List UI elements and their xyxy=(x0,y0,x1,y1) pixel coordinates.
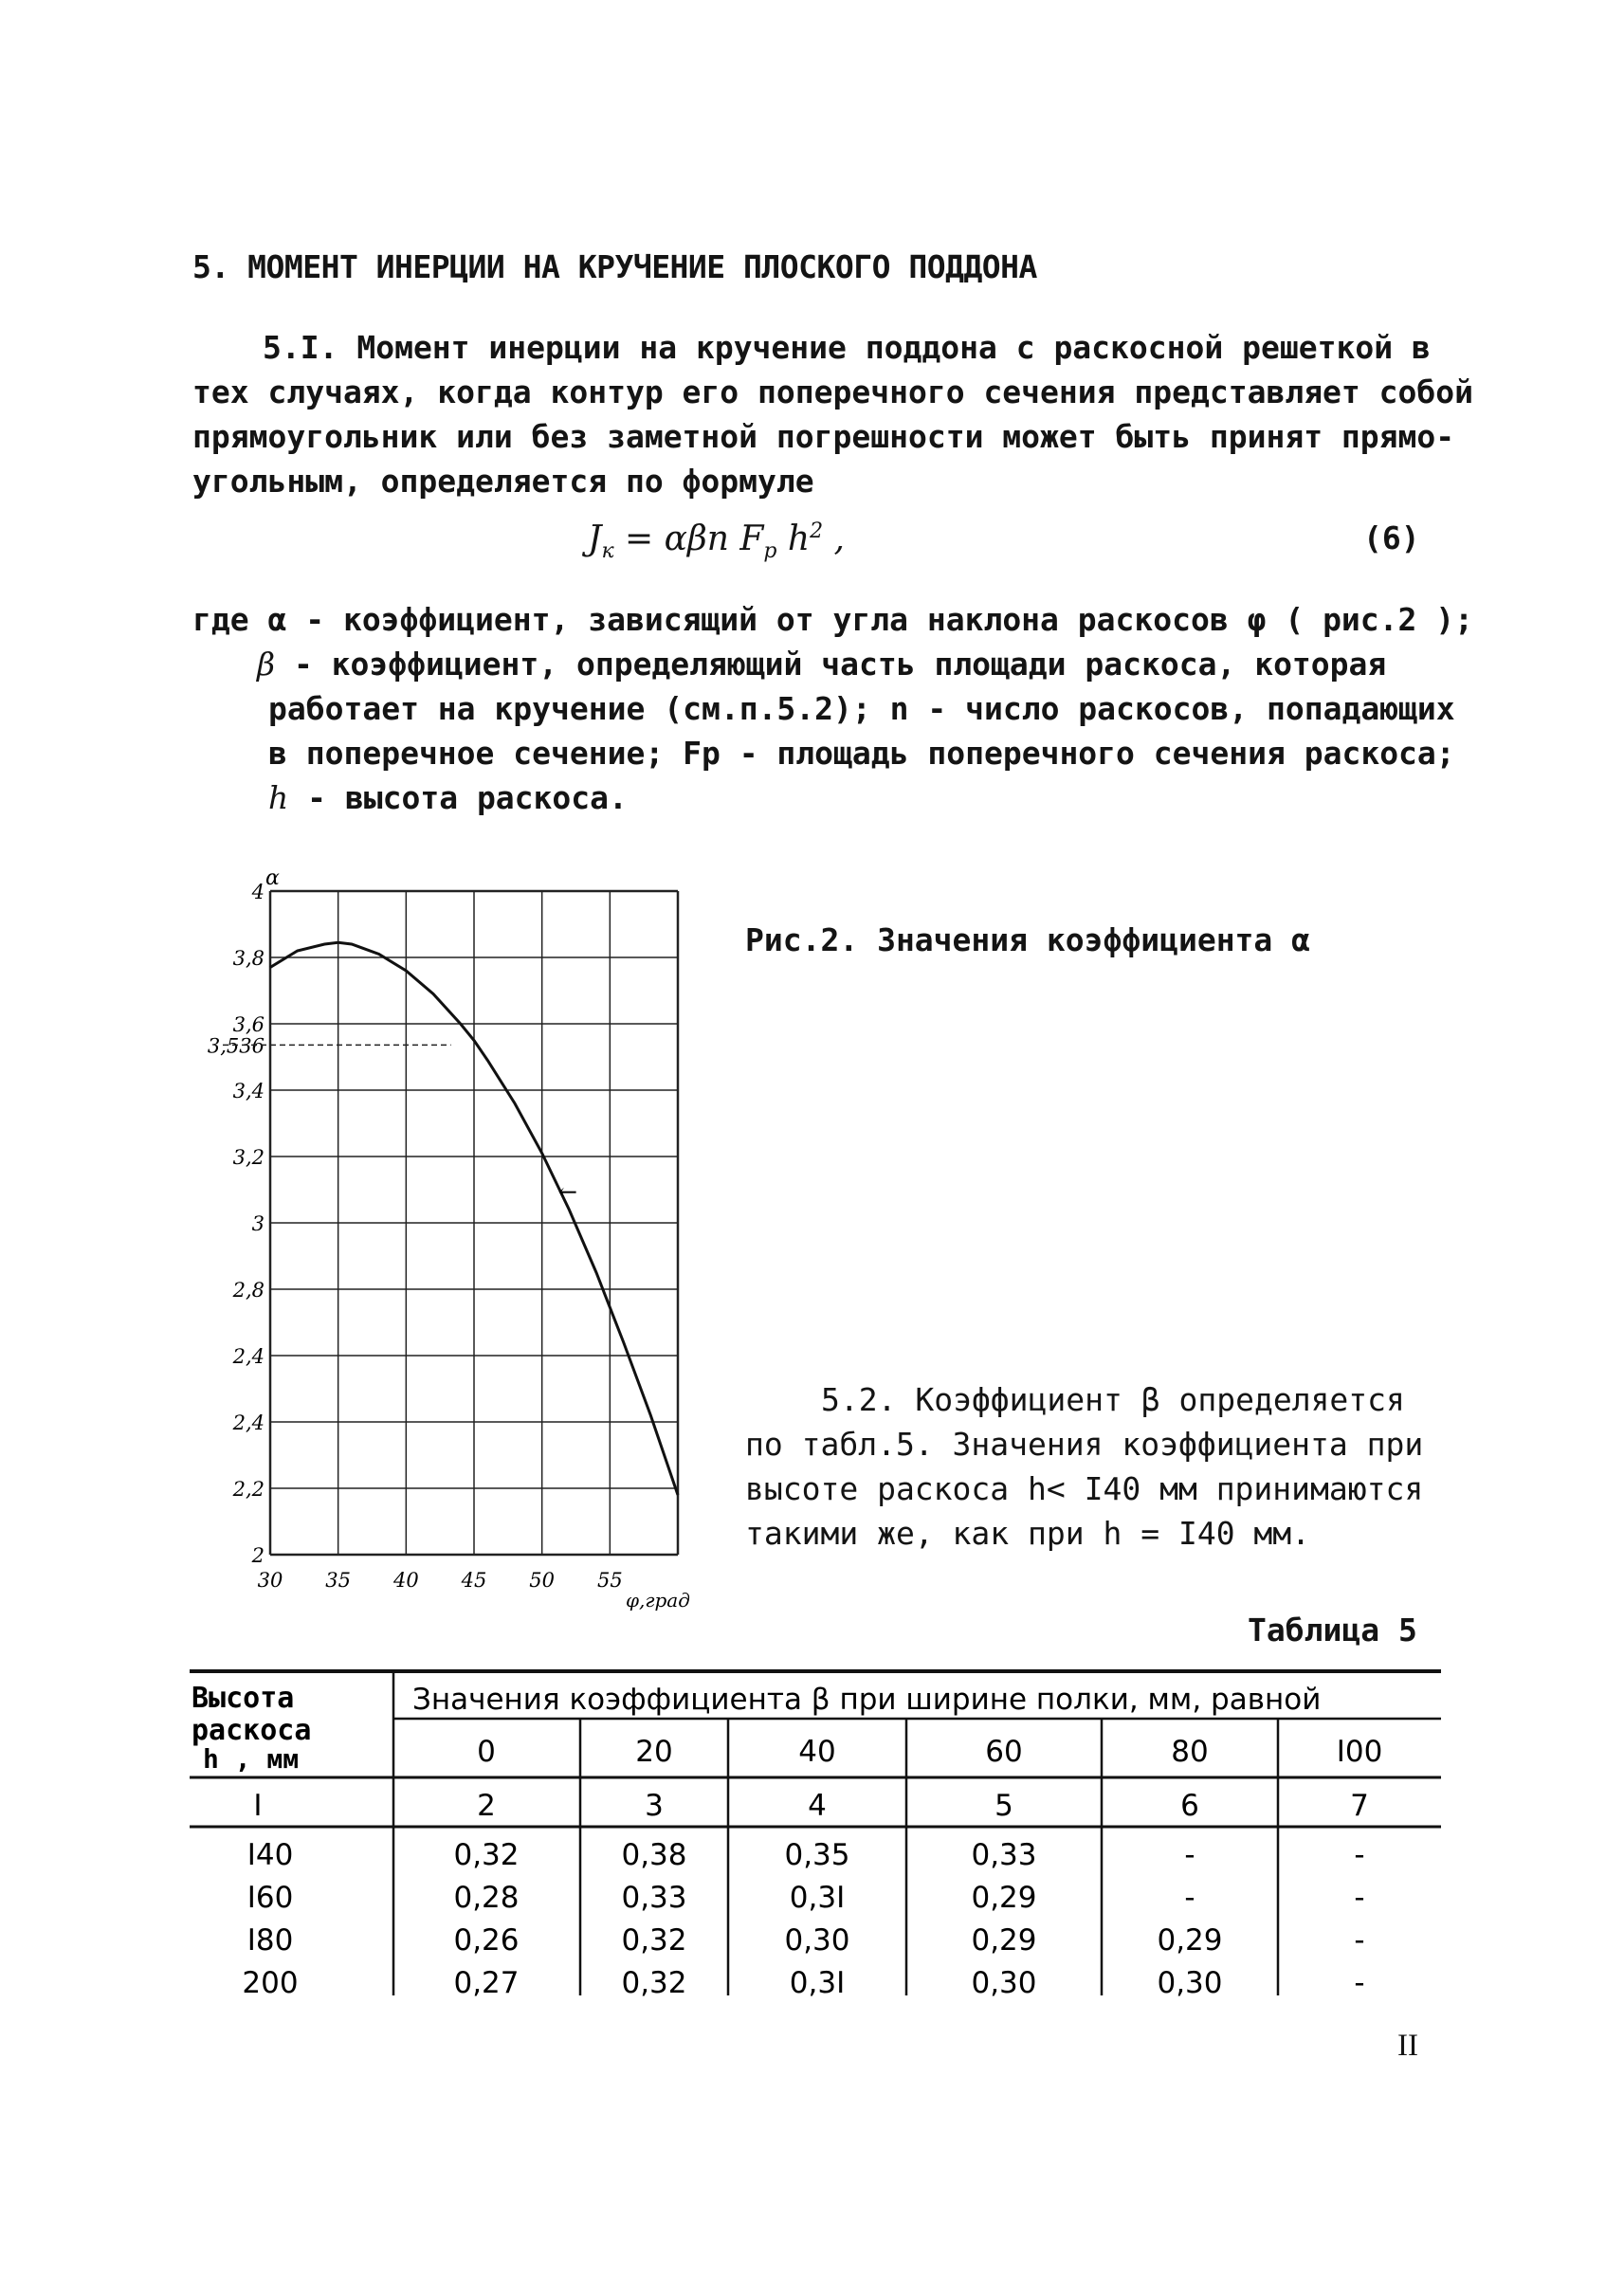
chart-y-tick-label: 3,536 xyxy=(207,1034,265,1058)
table-5 xyxy=(190,1664,1460,2014)
section-heading: 5. МОМЕНТ ИНЕРЦИИ НА КРУЧЕНИЕ ПЛОСКОГО ПОДДОНА xyxy=(192,248,1037,285)
table-col-header: 40 xyxy=(798,1735,836,1769)
paragraph-line: прямоугольник или без заметной погрешности может быть принят прямо- xyxy=(192,418,1455,455)
chart-y-tick-label: 2,4 xyxy=(232,1345,265,1368)
formula-sup: 2 xyxy=(810,519,824,543)
table-cell: 0,30 xyxy=(1157,1966,1223,2000)
chart-x-tick-label: 50 xyxy=(529,1569,556,1592)
where-symbol: β xyxy=(257,646,276,683)
table-row xyxy=(247,1923,1365,1958)
paragraph-line: угольным, определяется по формуле xyxy=(192,463,814,500)
table-cell: - xyxy=(1354,1923,1365,1958)
chart-grid xyxy=(270,891,678,1555)
where-text: - коэффициент, определяющий часть площади раскоса, которая xyxy=(275,646,1387,683)
where-block xyxy=(192,597,1473,820)
table-cell: 0,26 xyxy=(453,1923,520,1958)
table-col-header: 80 xyxy=(1171,1735,1209,1769)
where-text: - коэффициент, зависящий от угла наклона раскосов φ ( рис.2 ); xyxy=(286,601,1474,638)
figure-caption: Рис.2. Значения коэффициента α xyxy=(745,921,1311,958)
table-col-number: 4 xyxy=(808,1789,827,1823)
chart-y-axis-label: α xyxy=(265,867,280,890)
chart-x-tick-labels xyxy=(258,1569,623,1592)
chart-y-tick-label: 2,2 xyxy=(232,1478,265,1501)
table-col-number: 7 xyxy=(1350,1789,1369,1823)
table-group-header: Значения коэффициента β при ширине полки, мм, равной xyxy=(412,1683,1322,1717)
table-row xyxy=(247,1881,1365,1915)
table-cell: 0,33 xyxy=(621,1881,687,1915)
paragraph-line: 5.2. Коэффициент β определяется xyxy=(821,1381,1405,1418)
where-text: в поперечное сечение; Fp - площадь поперечного сечения раскоса; xyxy=(268,735,1455,772)
table-cell: 0,3I xyxy=(789,1881,846,1915)
table-col-number: I xyxy=(253,1789,263,1823)
table-cell-height: 200 xyxy=(242,1966,299,2000)
table-col-number: 6 xyxy=(1180,1789,1199,1823)
formula-lhs: J xyxy=(588,519,602,558)
table-row xyxy=(242,1966,1364,2000)
table-cell: 0,29 xyxy=(971,1923,1037,1958)
formula-lhs-sub: к xyxy=(601,539,614,564)
table-col-header: I00 xyxy=(1336,1735,1383,1769)
formula-rhs: = αβn F xyxy=(625,519,764,558)
paragraph-5-1 xyxy=(192,325,1473,503)
chart-y-tick-labels xyxy=(208,881,265,1567)
table-col-number: 3 xyxy=(645,1789,664,1823)
chart-x-tick-label: 35 xyxy=(325,1569,352,1592)
where-symbol: где α xyxy=(192,601,287,638)
table-cell: 0,3I xyxy=(789,1966,846,2000)
table-cell: 0,27 xyxy=(453,1966,520,2000)
paragraph-line: высоте раскоса h< I40 мм принимаются xyxy=(745,1470,1424,1507)
where-line xyxy=(192,597,1473,642)
where-line xyxy=(192,642,1473,686)
table-cell: - xyxy=(1184,1838,1195,1872)
table-cell: - xyxy=(1354,1881,1365,1915)
formula-h: h xyxy=(776,519,811,558)
chart-y-tick-label: 3 xyxy=(251,1212,265,1235)
chart-y-tick-label: 3,8 xyxy=(232,947,265,970)
where-text: работает на кручение (см.п.5.2); n - число раскосов, попадающих xyxy=(268,690,1455,727)
table-body xyxy=(242,1838,1364,2000)
chart-x-tick-label: 30 xyxy=(257,1569,283,1592)
formula-tail: , xyxy=(823,519,845,558)
table-cell: 0,32 xyxy=(621,1923,687,1958)
paragraph-line: по табл.5. Значения коэффициента при xyxy=(745,1426,1424,1463)
table-cell: 0,35 xyxy=(784,1838,850,1872)
table-col-header: 0 xyxy=(477,1735,496,1769)
where-line xyxy=(192,775,1473,820)
formula-6 xyxy=(588,519,845,563)
table-cell: - xyxy=(1354,1838,1365,1872)
table-cell: 0,29 xyxy=(971,1881,1037,1915)
paragraph-line: 5.I. Момент инерции на кручение поддона с раскосной решеткой в xyxy=(263,329,1431,366)
table-col-header: 60 xyxy=(985,1735,1023,1769)
table-cell: 0,38 xyxy=(621,1838,687,1872)
where-text: - высота раскоса. xyxy=(288,779,628,816)
chart-y-tick-label: 3,2 xyxy=(232,1146,265,1169)
chart-x-tick-label: 45 xyxy=(461,1569,487,1592)
chart-x-tick-label: 40 xyxy=(392,1569,419,1592)
table-row-header: h , мм xyxy=(203,1743,300,1775)
table-cell: 0,32 xyxy=(453,1838,520,1872)
table-cell: 0,28 xyxy=(453,1881,520,1915)
table-col-number: 5 xyxy=(994,1789,1013,1823)
formula-rhs-sub: p xyxy=(763,539,777,564)
chart-y-tick-label: 2 xyxy=(251,1544,265,1567)
table-cell: 0,30 xyxy=(784,1923,850,1958)
chart-y-tick-label: 4 xyxy=(251,881,265,903)
alpha-chart xyxy=(199,867,711,1626)
page-number: II xyxy=(1397,2029,1418,2063)
chart-annotation-arrow: ← xyxy=(557,1178,577,1206)
paragraph-5-2 xyxy=(745,1377,1423,1556)
where-symbol: h xyxy=(268,779,289,816)
table-cell: 0,30 xyxy=(971,1966,1037,2000)
table-title: Таблица 5 xyxy=(1248,1612,1417,1648)
table-cell: - xyxy=(1354,1966,1365,2000)
chart-y-tick-label: 2,8 xyxy=(232,1279,265,1302)
table-cell-height: I80 xyxy=(246,1923,294,1958)
table-cell: 0,29 xyxy=(1157,1923,1223,1958)
formula-number: (6) xyxy=(1363,519,1420,556)
chart-x-tick-label: 55 xyxy=(596,1569,623,1592)
table-cell-height: I60 xyxy=(246,1881,294,1915)
table-cell: - xyxy=(1184,1881,1195,1915)
table-cell: 0,33 xyxy=(971,1838,1037,1872)
chart-x-axis-label: φ,град xyxy=(626,1589,690,1612)
chart-y-tick-label: 3,4 xyxy=(232,1080,265,1102)
table-col-header: 20 xyxy=(635,1735,673,1769)
table-row-header: Высота xyxy=(192,1682,295,1715)
paragraph-line: тех случаях, когда контур его поперечного сечения представляет собой xyxy=(192,373,1474,410)
paragraph-line: такими же, как при h = I40 мм. xyxy=(745,1515,1311,1552)
where-line xyxy=(192,731,1473,775)
table-cell-height: I40 xyxy=(246,1838,294,1872)
table-cell: 0,32 xyxy=(621,1966,687,2000)
where-line xyxy=(192,686,1473,731)
table-row xyxy=(247,1838,1365,1872)
chart-y-tick-label: 2,4 xyxy=(232,1412,265,1434)
table-col-number: 2 xyxy=(477,1789,496,1823)
table-row-header: раскоса xyxy=(192,1714,312,1747)
chart-y-tick-label: 3,6 xyxy=(232,1013,265,1036)
